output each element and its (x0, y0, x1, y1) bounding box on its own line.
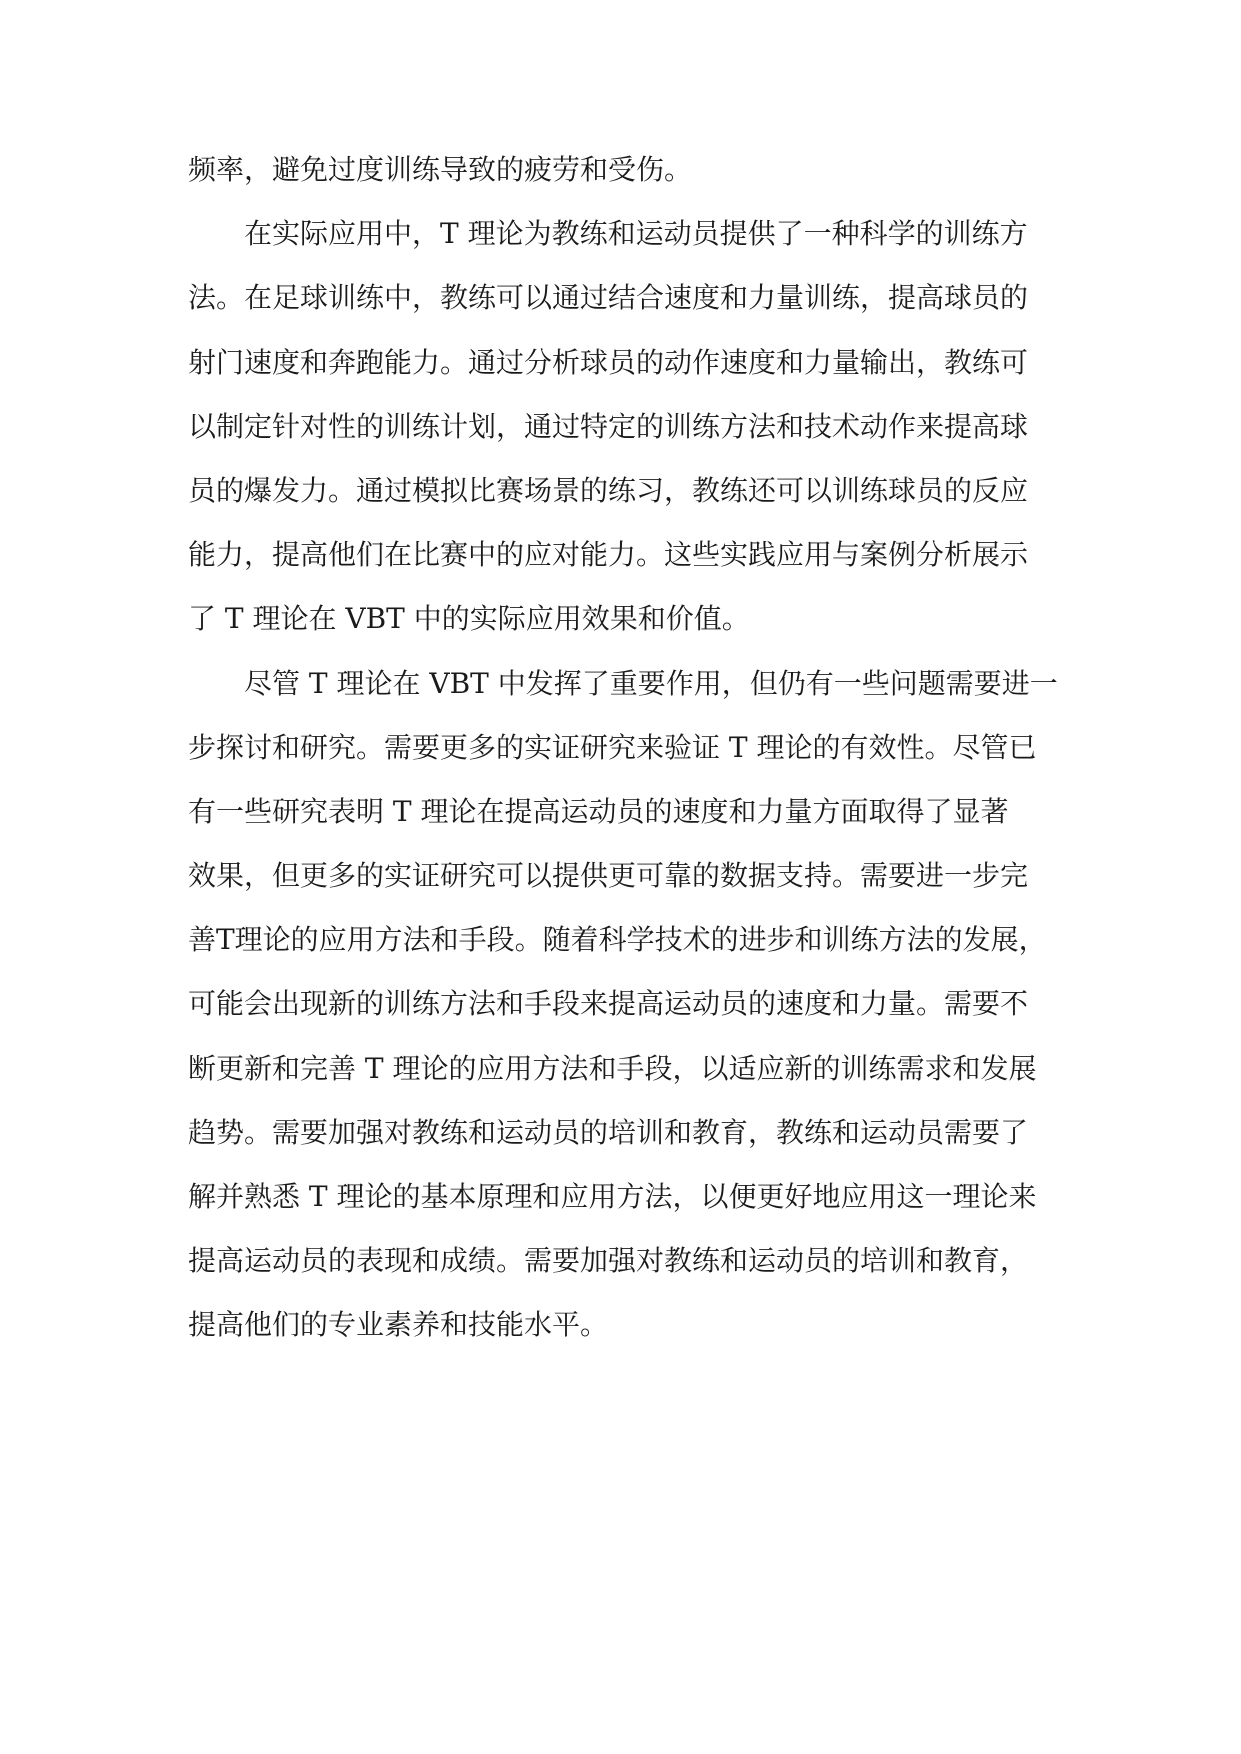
text-line: 解并熟悉 T 理论的基本原理和应用方法，以便更好地应用这一理论来 (188, 1180, 1037, 1213)
text-line: 有一些研究表明 T 理论在提高运动员的速度和力量方面取得了显著 (188, 794, 1009, 828)
text-line: 断更新和完善 T 理论的应用方法和手段，以适应新的训练需求和发展 (188, 1051, 1037, 1085)
text-line: 步探讨和研究。需要更多的实证研究来验证 T 理论的有效性。尽管已 (188, 730, 1037, 764)
text-line: 效果，但更多的实证研究可以提供更可靠的数据支持。需要进一步完 (188, 859, 1029, 893)
text-line: 频率，避免过度训练导致的疲劳和受伤。 (188, 153, 693, 186)
paragraph-first-line: 尽管 T 理论在 VBT 中发挥了重要作用，但仍有一些问题需要进一 (244, 666, 1058, 700)
text-line: 提高他们的专业素养和技能水平。 (188, 1308, 609, 1342)
text-line: 以制定针对性的训练计划，通过特定的训练方法和技术动作来提高球 (188, 409, 1029, 443)
text-line: 射门速度和奔跑能力。通过分析球员的动作速度和力量输出，教练可 (188, 345, 1029, 379)
text-line: 可能会出现新的训练方法和手段来提高运动员的速度和力量。需要不 (188, 987, 1029, 1021)
text-line: 提高运动员的表现和成绩。需要加强对教练和运动员的培训和教育， (188, 1244, 1029, 1278)
text-line: 趋势。需要加强对教练和运动员的培训和教育，教练和运动员需要了 (188, 1115, 1029, 1149)
paragraph-first-line: 在实际应用中，T 理论为教练和运动员提供了一种科学的训练方 (244, 217, 1028, 251)
body-text (188, 138, 1068, 1358)
text-line: 能力，提高他们在比赛中的应对能力。这些实践应用与案例分析展示 (188, 538, 1029, 572)
text-line: 善T理论的应用方法和手段。随着科学技术的进步和训练方法的发展， (188, 923, 1047, 957)
text-line: 员的爆发力。通过模拟比赛场景的练习，教练还可以训练球员的反应 (188, 473, 1029, 507)
text-line: 了 T 理论在 VBT 中的实际应用效果和价值。 (188, 602, 750, 636)
text-line: 法。在足球训练中，教练可以通过结合速度和力量训练，提高球员的 (188, 281, 1029, 315)
